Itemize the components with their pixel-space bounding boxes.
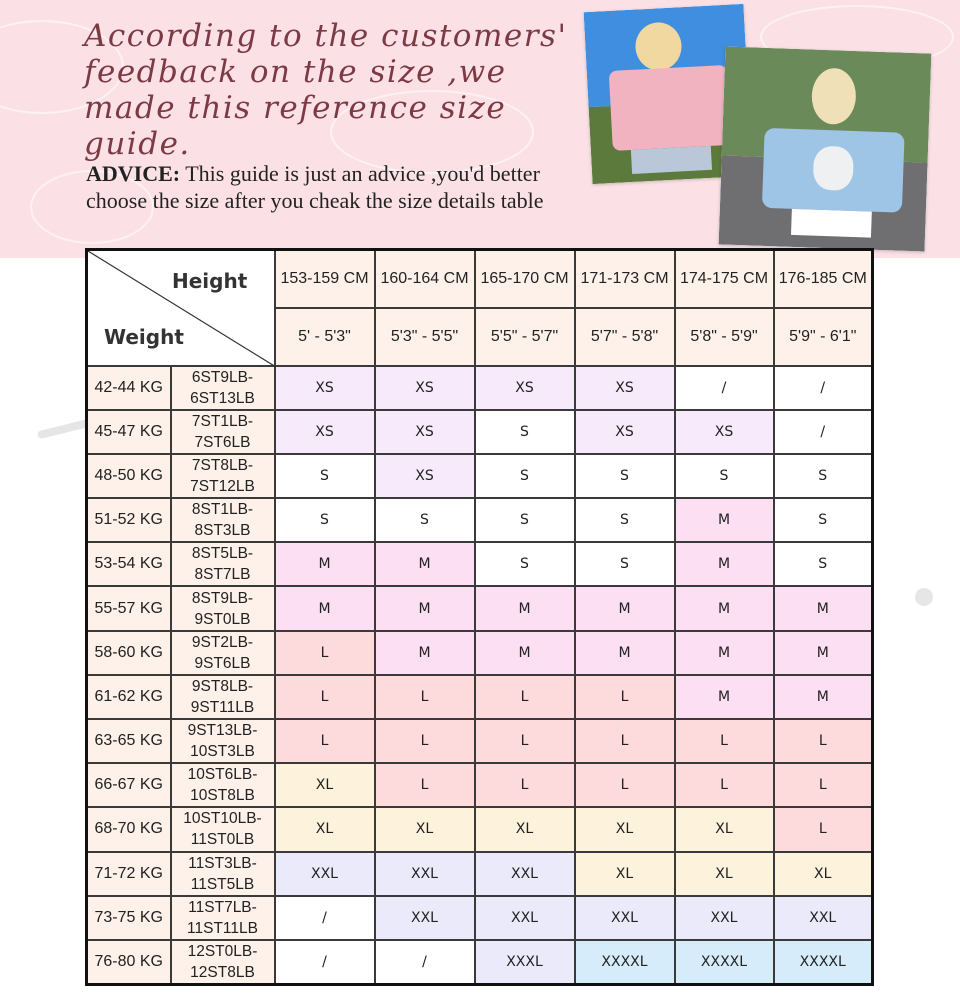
weight-stone-cell xyxy=(171,807,275,851)
size-cell: L xyxy=(575,719,675,763)
weight-stone-to: 10ST3LB xyxy=(190,743,255,761)
height-ft-header: 5'7" - 5'8" xyxy=(575,308,675,366)
size-cell: XXL xyxy=(275,852,375,896)
size-cell: XXXXL xyxy=(675,940,774,985)
size-cell: S xyxy=(475,498,575,542)
height-cm-header: 174-175 CM xyxy=(675,250,774,308)
height-cm-header: 165-170 CM xyxy=(475,250,575,308)
size-cell: L xyxy=(275,719,375,763)
size-cell: L xyxy=(375,763,475,807)
weight-stone-cell xyxy=(171,498,275,542)
size-cell: / xyxy=(774,410,873,454)
size-cell: M xyxy=(675,498,774,542)
table-row xyxy=(87,940,873,985)
watermark-dot xyxy=(915,588,933,606)
size-cell: XS xyxy=(575,366,675,410)
weight-kg-cell: 58-60 KG xyxy=(87,631,171,675)
height-ft-header: 5'5" - 5'7" xyxy=(475,308,575,366)
height-cm-header: 160-164 CM xyxy=(375,250,475,308)
weight-axis-label: Weight xyxy=(104,325,184,349)
weight-stone-from: 7ST8LB- xyxy=(191,456,254,474)
table-row xyxy=(87,410,873,454)
weight-kg-cell: 63-65 KG xyxy=(87,719,171,763)
size-cell: M xyxy=(375,542,475,586)
pink-cardigan xyxy=(609,65,731,151)
size-cell: L xyxy=(375,719,475,763)
size-cell: S xyxy=(475,454,575,498)
jeans xyxy=(631,146,712,174)
weight-stone-from: 8ST9LB- xyxy=(191,589,254,607)
table-row xyxy=(87,498,873,542)
size-cell: S xyxy=(575,542,675,586)
advice-note xyxy=(86,160,586,214)
advice-text: This guide is just an advice ,you'd better choose the size after you cheak the size details table xyxy=(86,161,544,213)
table-row xyxy=(87,631,873,675)
weight-stone-cell xyxy=(171,896,275,940)
size-cell: XXXL xyxy=(475,940,575,985)
size-cell: S xyxy=(774,542,873,586)
size-cell: L xyxy=(475,763,575,807)
size-cell: XS xyxy=(375,410,475,454)
weight-kg-cell: 76-80 KG xyxy=(87,940,171,985)
weight-stone-to: 12ST8LB xyxy=(190,963,255,981)
size-cell: XL xyxy=(575,852,675,896)
size-cell: XS xyxy=(275,366,375,410)
weight-stone-to: 11ST0LB xyxy=(190,831,255,849)
size-cell: XXXXL xyxy=(575,940,675,985)
size-cell: / xyxy=(375,940,475,985)
weight-stone-to: 11ST5LB xyxy=(190,875,255,893)
weight-kg-cell: 55-57 KG xyxy=(87,586,171,630)
size-cell: XL xyxy=(475,807,575,851)
height-cm-header: 176-185 CM xyxy=(774,250,873,308)
size-cell: L xyxy=(475,719,575,763)
size-cell: XS xyxy=(375,366,475,410)
weight-stone-from: 10ST10LB- xyxy=(183,810,262,828)
size-cell: L xyxy=(575,763,675,807)
weight-kg-cell: 61-62 KG xyxy=(87,675,171,719)
weight-stone-to: 9ST11LB xyxy=(190,698,255,716)
weight-kg-cell: 45-47 KG xyxy=(87,410,171,454)
size-cell: L xyxy=(375,675,475,719)
size-cell: S xyxy=(774,498,873,542)
size-cell: XXL xyxy=(675,896,774,940)
size-cell: XXL xyxy=(375,896,475,940)
size-cell: M xyxy=(475,631,575,675)
weight-stone-cell xyxy=(171,586,275,630)
size-cell: XS xyxy=(275,410,375,454)
size-cell: XXXXL xyxy=(774,940,873,985)
weight-kg-cell: 68-70 KG xyxy=(87,807,171,851)
corner-header-cell xyxy=(87,250,275,366)
weight-stone-from: 6ST9LB- xyxy=(191,368,254,386)
white-skirt xyxy=(791,209,872,238)
size-cell: M xyxy=(774,586,873,630)
weight-stone-to: 6ST13LB xyxy=(190,389,255,407)
size-cell: L xyxy=(575,675,675,719)
table-row xyxy=(87,896,873,940)
size-cell: M xyxy=(675,542,774,586)
size-cell: XL xyxy=(375,807,475,851)
height-ft-header: 5'9" - 6'1" xyxy=(774,308,873,366)
size-cell: / xyxy=(774,366,873,410)
weight-stone-to: 9ST0LB xyxy=(194,610,251,628)
size-cell: L xyxy=(774,763,873,807)
size-cell: S xyxy=(675,454,774,498)
size-cell: XXL xyxy=(375,852,475,896)
weight-stone-cell xyxy=(171,366,275,410)
weight-stone-to: 10ST8LB xyxy=(190,787,255,805)
size-cell: M xyxy=(774,631,873,675)
weight-kg-cell: 73-75 KG xyxy=(87,896,171,940)
size-cell: XL xyxy=(675,807,774,851)
size-cell: XXL xyxy=(575,896,675,940)
size-cell: S xyxy=(275,454,375,498)
height-ft-header: 5'3" - 5'5" xyxy=(375,308,475,366)
weight-kg-cell: 53-54 KG xyxy=(87,542,171,586)
size-cell: M xyxy=(575,631,675,675)
table-row xyxy=(87,763,873,807)
table-row xyxy=(87,454,873,498)
size-cell: S xyxy=(475,542,575,586)
size-cell: M xyxy=(375,586,475,630)
size-cell: L xyxy=(774,719,873,763)
size-cell: M xyxy=(475,586,575,630)
size-cell: M xyxy=(675,631,774,675)
weight-stone-to: 7ST12LB xyxy=(190,477,255,495)
header-row-cm xyxy=(87,250,873,308)
weight-stone-cell xyxy=(171,542,275,586)
skull-graphic xyxy=(813,146,855,191)
weight-kg-cell: 48-50 KG xyxy=(87,454,171,498)
height-ft-header: 5' - 5'3" xyxy=(275,308,375,366)
size-rows xyxy=(87,366,873,985)
size-cell: L xyxy=(675,763,774,807)
weight-kg-cell: 51-52 KG xyxy=(87,498,171,542)
weight-stone-cell xyxy=(171,675,275,719)
size-cell: / xyxy=(275,896,375,940)
weight-kg-cell: 66-67 KG xyxy=(87,763,171,807)
size-cell: XXL xyxy=(475,896,575,940)
size-cell: XL xyxy=(275,807,375,851)
weight-stone-to: 7ST6LB xyxy=(194,433,251,451)
size-cell: S xyxy=(774,454,873,498)
size-cell: XXL xyxy=(475,852,575,896)
size-cell: / xyxy=(275,940,375,985)
size-cell: XL xyxy=(275,763,375,807)
table-row xyxy=(87,542,873,586)
size-chart-table xyxy=(85,248,874,986)
size-cell: XS xyxy=(375,454,475,498)
table-row xyxy=(87,719,873,763)
size-cell: XS xyxy=(675,410,774,454)
weight-stone-from: 10ST6LB- xyxy=(187,766,258,784)
product-photo-blue-sweater xyxy=(719,46,932,251)
weight-stone-from: 12ST0LB- xyxy=(187,942,258,960)
size-cell: M xyxy=(575,586,675,630)
size-cell: M xyxy=(675,675,774,719)
weight-kg-cell: 71-72 KG xyxy=(87,852,171,896)
weight-stone-cell xyxy=(171,410,275,454)
size-cell: XS xyxy=(475,366,575,410)
weight-stone-to: 11ST11LB xyxy=(187,919,258,937)
weight-stone-to: 8ST7LB xyxy=(194,566,251,584)
weight-stone-from: 9ST2LB- xyxy=(191,633,254,651)
size-cell: L xyxy=(275,675,375,719)
size-cell: L xyxy=(675,719,774,763)
size-cell: XL xyxy=(675,852,774,896)
weight-stone-cell xyxy=(171,763,275,807)
height-ft-header: 5'8" - 5'9" xyxy=(675,308,774,366)
size-cell: L xyxy=(475,675,575,719)
weight-stone-to: 8ST3LB xyxy=(194,522,251,540)
weight-stone-cell xyxy=(171,454,275,498)
height-cm-header: 171-173 CM xyxy=(575,250,675,308)
weight-stone-from: 8ST5LB- xyxy=(191,545,254,563)
size-cell: XXL xyxy=(774,896,873,940)
weight-stone-cell xyxy=(171,631,275,675)
size-cell: XL xyxy=(774,852,873,896)
size-cell: M xyxy=(275,542,375,586)
size-cell: S xyxy=(575,454,675,498)
advice-label: ADVICE: xyxy=(86,161,181,186)
weight-stone-to: 9ST6LB xyxy=(194,654,251,672)
weight-stone-from: 8ST1LB- xyxy=(191,501,254,519)
size-cell: M xyxy=(774,675,873,719)
page-headline: According to the customers' feedback on the size ,we made this reference size guide. xyxy=(84,18,568,162)
table-row xyxy=(87,675,873,719)
table-row xyxy=(87,586,873,630)
size-cell: / xyxy=(675,366,774,410)
size-cell: S xyxy=(275,498,375,542)
table-row xyxy=(87,852,873,896)
weight-stone-cell xyxy=(171,940,275,985)
size-cell: M xyxy=(675,586,774,630)
size-cell: M xyxy=(275,586,375,630)
height-axis-label: Height xyxy=(172,269,248,293)
size-cell: L xyxy=(774,807,873,851)
weight-stone-cell xyxy=(171,852,275,896)
weight-stone-from: 11ST3LB- xyxy=(188,854,257,872)
weight-kg-cell: 42-44 KG xyxy=(87,366,171,410)
weight-stone-cell xyxy=(171,719,275,763)
size-cell: S xyxy=(375,498,475,542)
weight-stone-from: 7ST1LB- xyxy=(191,412,254,430)
weight-stone-from: 9ST8LB- xyxy=(191,677,254,695)
size-cell: S xyxy=(575,498,675,542)
size-cell: L xyxy=(275,631,375,675)
size-cell: M xyxy=(375,631,475,675)
table-row xyxy=(87,807,873,851)
size-cell: S xyxy=(475,410,575,454)
table-row xyxy=(87,366,873,410)
size-cell: XS xyxy=(575,410,675,454)
weight-stone-from: 9ST13LB- xyxy=(187,722,258,740)
height-cm-header: 153-159 CM xyxy=(275,250,375,308)
weight-stone-from: 11ST7LB- xyxy=(188,898,257,916)
size-cell: XL xyxy=(575,807,675,851)
